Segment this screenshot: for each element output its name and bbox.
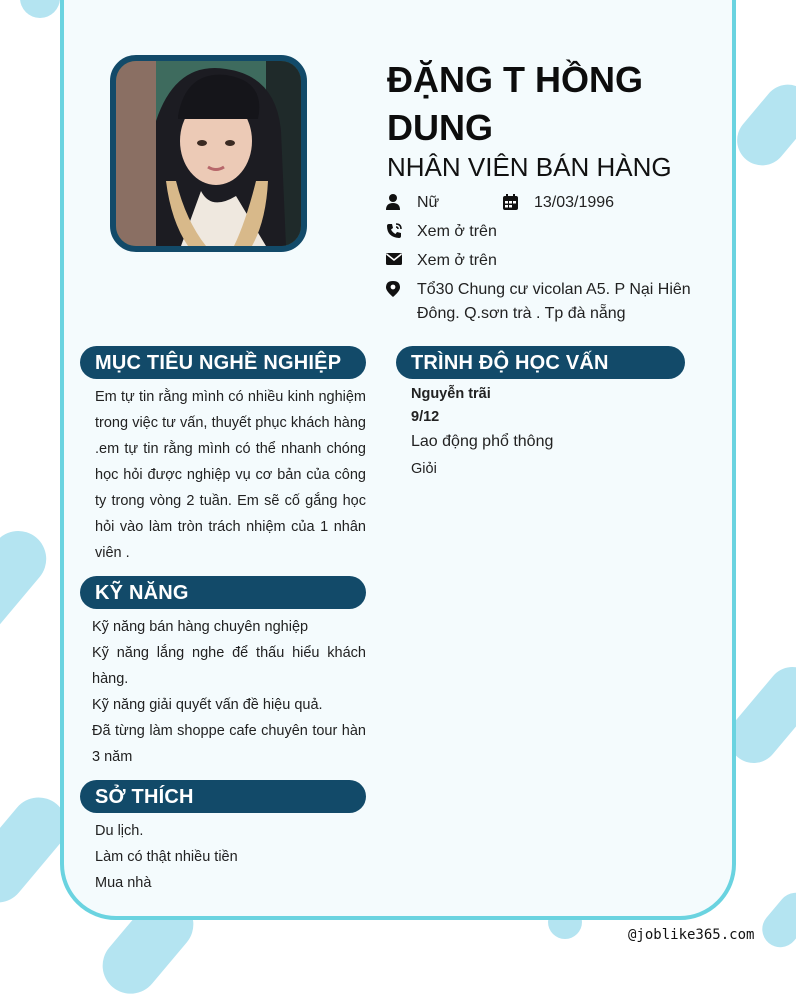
location-pin-icon [386,281,402,297]
calendar-icon [503,194,519,210]
email-value: Xem ở trên [417,252,497,269]
person-icon [386,194,402,210]
job-title: NHÂN VIÊN BÁN HÀNG [387,152,672,182]
hobby-item: Du lịch. [95,823,144,839]
objective-text: Em tự tin rằng mình có nhiều kinh nghiệm trong việc tư vấn, thuyết phục khách hàng .em tự tin rằng mình có thể nhanh chóng học hỏi được nghiệp vụ cơ bản của công ty trong vòng 2 tuần. Em sẽ cố gắng học hỏi vào làm tròn trách nhiệm của 1 nhân viên . [95,389,366,561]
phone-icon [386,223,402,239]
candidate-name: ĐẶNG T HỒNG DUNG [387,59,643,148]
birthdate-row [503,191,614,215]
education-school: Nguyễn trãi [411,386,491,402]
profile-photo [110,55,307,252]
phone-value: Xem ở trên [417,223,497,240]
education-grade: 9/12 [411,409,440,425]
gender-value: Nữ [417,194,440,211]
birthdate-value: 13/03/1996 [534,194,615,211]
watermark: @joblike365.com [628,927,755,943]
hobby-item: Làm có thật nhiều tiền [95,849,238,865]
skill-item: Kỹ năng bán hàng chuyên nghiệp [92,619,309,635]
gender-row [386,191,439,215]
skill-item: Đã từng làm shoppe cafe chuyên tour hàn 3 năm [92,723,366,765]
education-rank: Giỏi [411,461,437,477]
decor-stripe [0,520,58,671]
envelope-icon [386,252,402,268]
address-row [386,278,706,326]
decor-stripe [755,885,796,954]
phone-row [386,220,497,244]
address-value: Tổ30 Chung cư vicolan A5. P Nại Hiên Đông. Q.sơn trà . Tp đà nẵng [417,281,691,322]
education-heading: TRÌNH ĐỘ HỌC VẤN [396,346,685,379]
decor-stripe [20,0,60,18]
hobby-item: Mua nhà [95,875,152,891]
hobbies-heading: SỞ THÍCH [80,780,366,813]
skills-heading: KỸ NĂNG [80,576,366,609]
skill-item: Kỹ năng giải quyết vấn đề hiệu quả. [92,697,323,713]
decor-stripe [727,74,796,175]
objective-heading: MỤC TIÊU NGHỀ NGHIỆP [80,346,366,379]
education-major: Lao động phổ thông [411,433,554,450]
email-row [386,249,497,273]
skill-item: Kỹ năng lắng nghe để thấu hiểu khách hàng. [92,645,366,687]
